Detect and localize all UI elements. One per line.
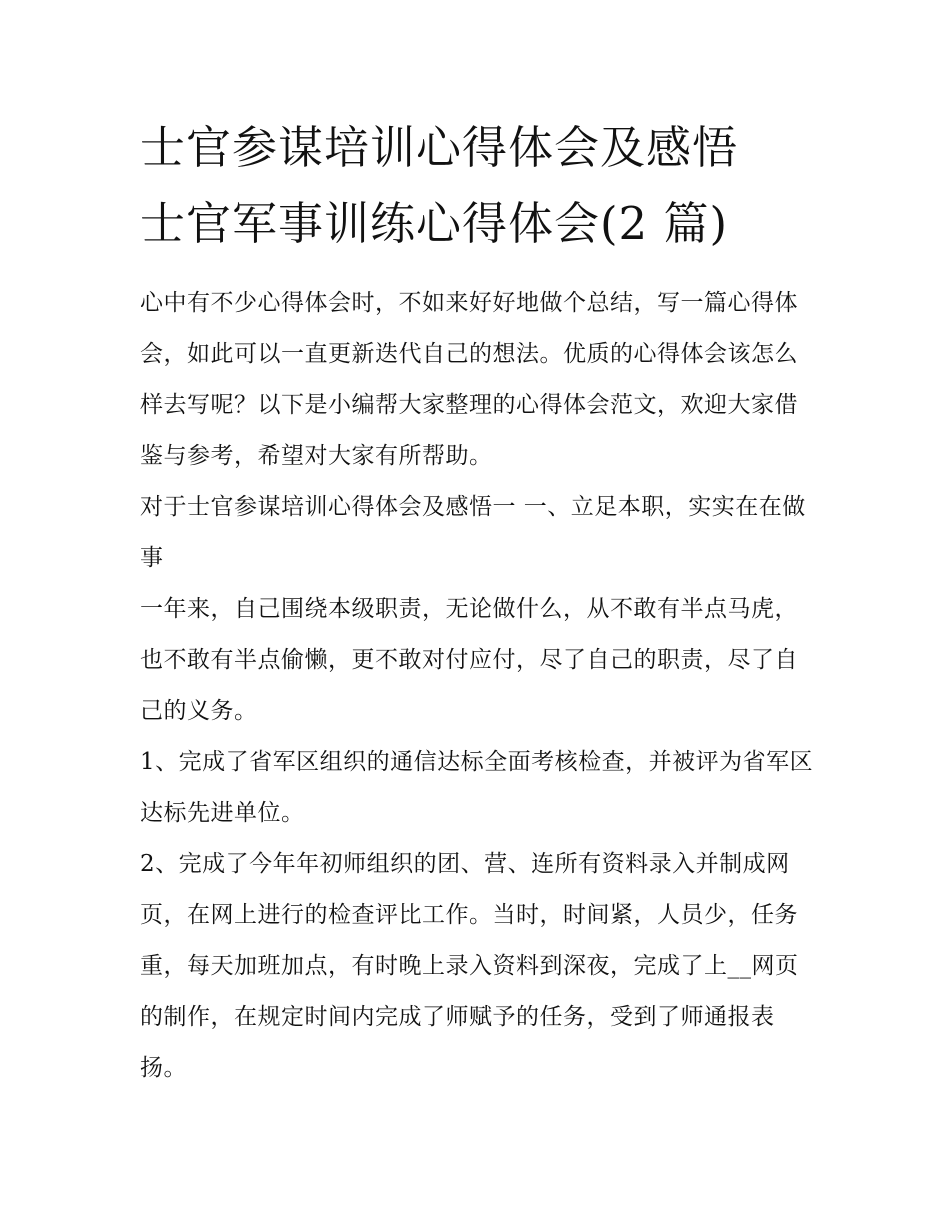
title-line-2: 士官军事训练心得体会(2 篇)	[140, 197, 729, 250]
item-2-paragraph: 2、完成了今年年初师组织的团、营、连所有资料录入并制成网页，在网上进行的检查评比工作。当时，时间紧，人员少，任务重，每天加班加点，有时晚上录入资料到深夜，完成了上__网页的制作，在规定时间内完成了师赋予的任务，受到了师通报表扬。	[140, 851, 799, 1081]
duty-paragraph: 一年来，自己围绕本级职责，无论做什么，从不敢有半点马虎，也不敢有半点偷懒，更不敢对付应付，尽了自己的职责，尽了自己的义务。	[140, 596, 798, 724]
section-heading-paragraph: 对于士官参谋培训心得体会及感悟一 一、立足本职，实实在在做事	[140, 494, 806, 571]
title-line-1: 士官参谋培训心得体会及感悟	[140, 121, 739, 174]
document-title	[140, 110, 840, 262]
item-1-paragraph: 1、完成了省军区组织的通信达标全面考核检查，并被评为省军区达标先进单位。	[140, 749, 814, 826]
document-body	[140, 278, 820, 1094]
intro-paragraph: 心中有不少心得体会时，不如来好好地做个总结，写一篇心得体会，如此可以一直更新迭代自己的想法。优质的心得体会该怎么样去写呢？以下是小编帮大家整理的心得体会范文，欢迎大家借鉴与参考，希望对大家有所帮助。	[140, 290, 798, 469]
